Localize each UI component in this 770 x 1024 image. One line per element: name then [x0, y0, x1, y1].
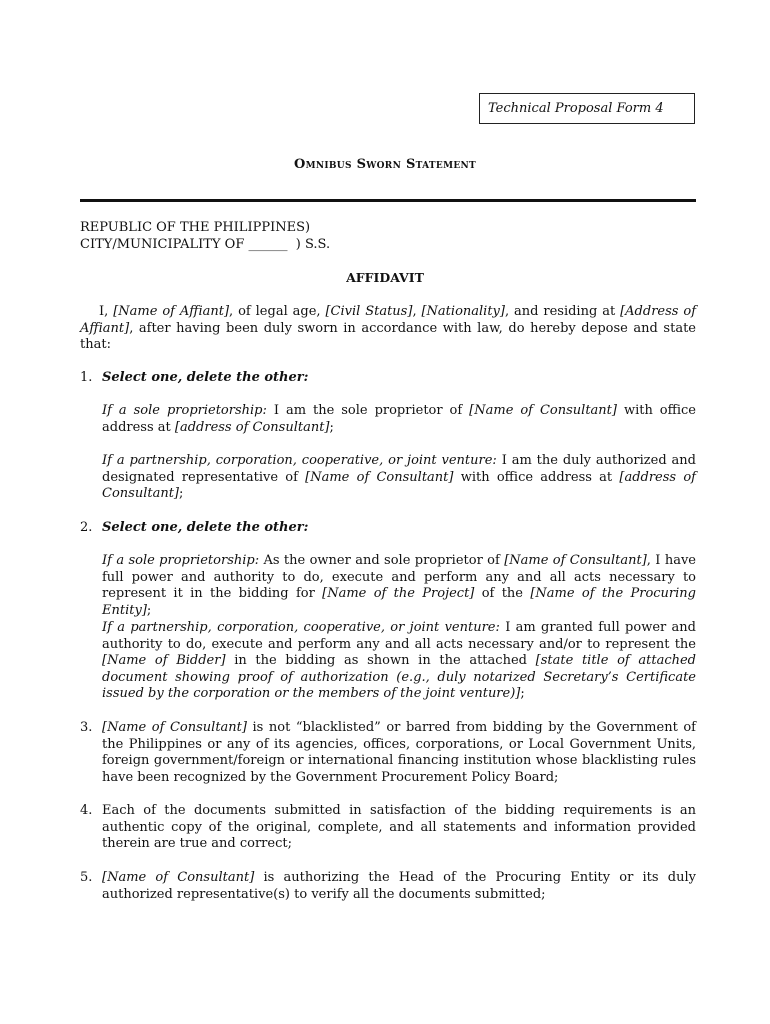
affidavit-heading: AFFIDAVIT — [346, 270, 424, 285]
placeholder-nationality: [Nationality] — [421, 304, 505, 319]
item-2-option-a: If a sole proprietorship: As the owner and sole proprietor of [Name of Consultant], I have full power and authority to do, execute and perform any and all acts necessary to represent it in the bidding for [Name of the Project] of the [Name of the Procuring Entity]; — [102, 553, 696, 618]
form-label: Technical Proposal Form 4 — [488, 101, 664, 116]
title-divider — [80, 199, 696, 202]
item-1 — [80, 370, 696, 387]
item-label: Select one, delete the other: — [102, 370, 309, 385]
item-2 — [80, 520, 696, 537]
item-3: 3. [Name of Consultant] is not “blacklisted” or barred from bidding by the Government of the Philippines or any of its agencies, offices, corporations, or Local Government Units, foreign government/foreign or international financing institution whose blacklisting rules have been recognized by the Government Procurement Policy Board; — [80, 720, 696, 785]
venue-block — [80, 219, 330, 253]
option-lead: If a sole proprietorship: — [102, 403, 267, 418]
item-number: 4. — [80, 803, 93, 818]
placeholder-affiant-name: [Name of Affiant] — [113, 304, 230, 319]
item-number: 2. — [80, 520, 93, 535]
venue-line-1: REPUBLIC OF THE PHILIPPINES) — [80, 220, 311, 235]
placeholder-civil-status: [Civil Status] — [325, 304, 413, 319]
option-lead: If a partnership, corporation, cooperative, or joint venture: — [102, 620, 500, 635]
form-label-box — [479, 93, 695, 124]
item-number: 5. — [80, 870, 93, 885]
item-5: 5. [Name of Consultant] is authorizing the Head of the Procuring Entity or its duly authorized representative(s) to verify all the documents submitted; — [80, 870, 696, 902]
item-1-option-b: If a partnership, corporation, cooperative, or joint venture: I am the duly authorized and designated representative of [Name of Consultant] with office address at [address of Consultant]; — [102, 453, 696, 502]
intro-paragraph: I, [Name of Affiant], of legal age, [Civil Status], [Nationality], and residing at [Address of Affiant], after having been duly sworn in accordance with law, do hereby depose and state that: — [80, 304, 696, 353]
item-label: Select one, delete the other: — [102, 520, 309, 535]
item-2-option-b: If a partnership, corporation, cooperative, or joint venture: I am granted full power and authority to do, execute and perform any and all acts necessary and/or to represent the [Name of Bidder] in the bidding as shown in the attached [state title of attached document showing proof of authorization (e.g., duly notarized Secretary’s Certificate issued by the corporation or the members of the joint venture)]; — [102, 620, 697, 702]
item-1-option-a: If a sole proprietorship: I am the sole proprietor of [Name of Consultant] with office address at [address of Consultant]; — [102, 403, 696, 435]
document-title: Omnibus Sworn Statement — [293, 157, 477, 172]
item-4: 4. Each of the documents submitted in satisfaction of the bidding requirements is an authentic copy of the original, complete, and all statements and information provided therein are true and correct; — [80, 803, 696, 852]
option-lead: If a sole proprietorship: — [102, 553, 260, 568]
venue-line-2: CITY/MUNICIPALITY OF ______ ) S.S. — [80, 237, 331, 252]
placeholder-affiant-address: [Address of Affiant] — [80, 304, 696, 336]
option-lead: If a partnership, corporation, cooperative, or joint venture: — [102, 453, 497, 468]
item-number: 1. — [80, 370, 93, 385]
item-number: 3. — [80, 720, 93, 735]
